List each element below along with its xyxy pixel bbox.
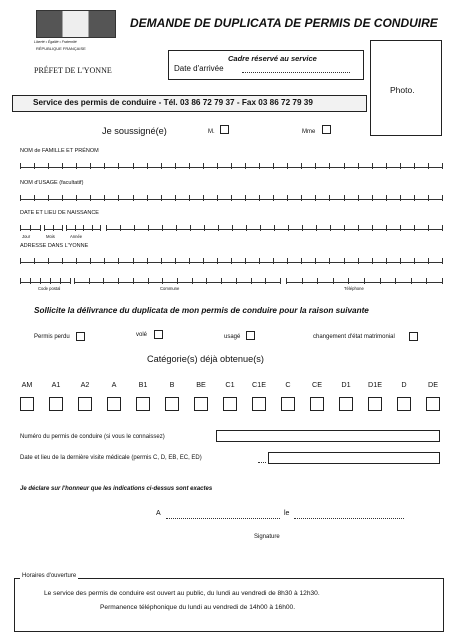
code-postal-field[interactable] — [20, 275, 70, 283]
segment-tick — [147, 195, 148, 201]
segment-tick — [40, 225, 41, 231]
segment-tick — [161, 258, 162, 264]
category-checkbox[interactable] — [194, 397, 208, 411]
segment-tick — [414, 258, 415, 264]
segment-tick — [273, 258, 274, 264]
segment-tick — [192, 278, 193, 284]
segment-tick — [92, 225, 93, 231]
segment-tick — [442, 278, 443, 284]
category-checkbox[interactable] — [136, 397, 150, 411]
segment-tick — [232, 225, 233, 231]
category-label: A1 — [51, 380, 61, 389]
segment-tick — [273, 163, 274, 169]
segment-tick — [274, 225, 275, 231]
segment-tick — [221, 278, 222, 284]
lieu-label: A — [156, 510, 161, 517]
segment-tick — [133, 163, 134, 169]
segment-tick — [287, 258, 288, 264]
segment-tick — [316, 225, 317, 231]
numero-permis-label: Numéro du permis de conduire (si vous le connaissez) — [20, 434, 165, 440]
republic-motto: Liberté • Égalité • Fraternité — [34, 40, 77, 44]
segment-tick — [89, 278, 90, 284]
visite-medicale-label: Date et lieu de la dernière visite médicale (permis C, D, EB, EC, ED) — [20, 455, 202, 461]
date-label: le — [284, 510, 290, 517]
m-checkbox[interactable] — [220, 125, 229, 134]
jour-label: Jour — [22, 234, 31, 239]
segment-tick — [245, 195, 246, 201]
category-label: B1 — [138, 380, 148, 389]
segment-tick — [414, 195, 415, 201]
segment-tick — [372, 258, 373, 264]
segment-tick — [62, 258, 63, 264]
category-checkbox[interactable] — [20, 397, 34, 411]
segment-tick — [344, 195, 345, 201]
segment-tick — [265, 278, 266, 284]
segment-tick — [62, 225, 63, 231]
segment-tick — [161, 195, 162, 201]
nom-prenom-label: NOM de FAMILLE ET PRÉNOM — [20, 148, 99, 154]
segment-tick — [177, 278, 178, 284]
motif-usage-label: usagé — [224, 334, 241, 340]
segment-tick — [288, 225, 289, 231]
segment-tick — [245, 163, 246, 169]
segment-tick — [147, 258, 148, 264]
category-checkbox[interactable] — [310, 397, 324, 411]
segment-tick — [203, 163, 204, 169]
page-title: DEMANDE DE DUPLICATA DE PERMIS DE CONDUIRE — [130, 16, 438, 30]
segment-tick — [90, 258, 91, 264]
segment-tick — [70, 278, 71, 284]
category-checkbox[interactable] — [397, 397, 411, 411]
category-label: D — [401, 380, 407, 389]
segment-tick — [48, 258, 49, 264]
segment-tick — [372, 225, 373, 231]
segment-tick — [30, 278, 31, 284]
segment-tick — [329, 163, 330, 169]
segment-tick — [251, 278, 252, 284]
category-label: C1E — [252, 380, 266, 389]
segment-tick — [104, 258, 105, 264]
segment-tick — [175, 195, 176, 201]
segment-tick — [329, 195, 330, 201]
category-label: AM — [21, 380, 33, 389]
category-checkbox[interactable] — [339, 397, 353, 411]
segment-tick — [287, 195, 288, 201]
segment-tick — [62, 163, 63, 169]
segment-tick — [315, 258, 316, 264]
segment-tick — [411, 278, 412, 284]
segment-tick — [217, 163, 218, 169]
motif-perdu-label: Permis perdu — [34, 334, 70, 340]
segment-tick — [442, 225, 443, 231]
nom-usage-label: NOM d'USAGE (facultatif) — [20, 180, 84, 186]
category-label: D1 — [341, 380, 351, 389]
m-label: M. — [208, 129, 215, 135]
segment-tick — [231, 258, 232, 264]
segment-tick — [442, 258, 443, 264]
code-postal-label: Code postal — [38, 286, 61, 291]
segment-tick — [386, 163, 387, 169]
segment-tick — [358, 258, 359, 264]
segment-tick — [301, 163, 302, 169]
marianne-logo — [36, 10, 116, 38]
horaires-title: Horaires d'ouverture — [22, 573, 77, 579]
visite-medicale-field[interactable] — [268, 452, 440, 464]
segment-tick — [50, 278, 51, 284]
horaires-telephone: Permanence téléphonique du lundi au vendredi de 14h00 à 16h00. — [100, 604, 296, 611]
segment-tick — [133, 278, 134, 284]
mme-label: Mme — [302, 129, 316, 135]
segment-tick — [426, 278, 427, 284]
date-signature-field[interactable] — [294, 518, 404, 519]
segment-tick — [287, 163, 288, 169]
category-label: D1E — [368, 380, 382, 389]
segment-tick — [246, 225, 247, 231]
annee-label: Année — [70, 234, 83, 239]
category-label: B — [169, 380, 175, 389]
segment-tick — [302, 225, 303, 231]
segment-tick — [259, 195, 260, 201]
arrival-date-label: Date d'arrivée — [174, 64, 224, 73]
segment-tick — [245, 258, 246, 264]
segment-tick — [53, 225, 54, 231]
segment-tick — [76, 195, 77, 201]
photo-label: Photo. — [390, 85, 415, 95]
segment-tick — [395, 278, 396, 284]
segment-tick — [315, 163, 316, 169]
horaires-public: Le service des permis de conduire est ouvert au public, du lundi au vendredi de 8h30 à 12h30. — [44, 590, 320, 597]
segment-tick — [344, 225, 345, 231]
segment-tick — [358, 225, 359, 231]
republic-name: RÉPUBLIQUE FRANÇAISE — [36, 46, 86, 51]
segment-tick — [236, 278, 237, 284]
commune-label: Commune — [160, 286, 180, 291]
motif-matrimonial-checkbox[interactable] — [409, 332, 418, 341]
segment-tick — [203, 195, 204, 201]
segment-tick — [400, 258, 401, 264]
segment-tick — [428, 163, 429, 169]
lieu-signature-field[interactable] — [166, 518, 280, 519]
segment-tick — [104, 195, 105, 201]
segment-tick — [190, 225, 191, 231]
segment-tick — [428, 195, 429, 201]
category-checkbox[interactable] — [165, 397, 179, 411]
segment-tick — [83, 225, 84, 231]
segment-tick — [118, 163, 119, 169]
motif-matrimonial-label: changement d'état matrimonial — [313, 334, 395, 340]
category-checkbox[interactable] — [281, 397, 295, 411]
segment-tick — [364, 278, 365, 284]
segment-tick — [148, 278, 149, 284]
segment-tick — [217, 195, 218, 201]
segment-tick — [20, 278, 21, 284]
category-label: C1 — [225, 380, 235, 389]
category-checkbox[interactable] — [107, 397, 121, 411]
segment-tick — [317, 278, 318, 284]
segment-tick — [161, 163, 162, 169]
segment-tick — [286, 278, 287, 284]
segment-tick — [100, 225, 101, 231]
segment-tick — [189, 258, 190, 264]
segment-tick — [204, 225, 205, 231]
segment-tick — [333, 278, 334, 284]
segment-tick — [176, 225, 177, 231]
segment-tick — [273, 195, 274, 201]
segment-tick — [344, 258, 345, 264]
category-label: DE — [428, 380, 438, 389]
segment-tick — [118, 258, 119, 264]
segment-tick — [428, 225, 429, 231]
segment-tick — [400, 195, 401, 201]
signature-label: Signature — [254, 534, 280, 540]
declaration-text: Je déclare sur l'honneur que les indications ci-dessus sont exactes — [20, 486, 213, 492]
segment-tick — [40, 278, 41, 284]
segment-tick — [329, 258, 330, 264]
segment-tick — [66, 225, 67, 231]
segment-tick — [206, 278, 207, 284]
naissance-label: DATE ET LIEU DE NAISSANCE — [20, 210, 99, 216]
category-label: C — [285, 380, 291, 389]
segment-tick — [358, 163, 359, 169]
soussigne-label: Je soussigné(e) — [102, 126, 167, 136]
segment-tick — [189, 195, 190, 201]
prefet-label: PRÉFET DE L'YONNE — [34, 66, 112, 75]
segment-tick — [400, 163, 401, 169]
segment-tick — [442, 163, 443, 169]
category-checkbox[interactable] — [223, 397, 237, 411]
telephone-label: Téléphone — [344, 286, 364, 291]
segment-tick — [103, 278, 104, 284]
segment-tick — [104, 163, 105, 169]
segment-tick — [372, 195, 373, 201]
category-label: A2 — [80, 380, 90, 389]
segment-tick — [259, 258, 260, 264]
segment-tick — [260, 225, 261, 231]
segment-tick — [442, 195, 443, 201]
segment-tick — [147, 163, 148, 169]
segment-tick — [189, 163, 190, 169]
segment-tick — [259, 163, 260, 169]
categories-title: Catégorie(s) déjà obtenue(s) — [147, 354, 264, 364]
segment-tick — [34, 163, 35, 169]
segment-tick — [348, 278, 349, 284]
segment-tick — [20, 225, 21, 231]
category-label: BE — [196, 380, 206, 389]
reserved-box-title: Cadre réservé au service — [228, 54, 317, 63]
segment-tick — [106, 225, 107, 231]
segment-tick — [76, 163, 77, 169]
mois-label: Mois — [46, 234, 55, 239]
segment-tick — [133, 195, 134, 201]
segment-tick — [231, 195, 232, 201]
segment-tick — [414, 163, 415, 169]
arrival-date-field[interactable] — [242, 72, 350, 73]
segment-tick — [386, 258, 387, 264]
segment-tick — [315, 195, 316, 201]
segment-tick — [330, 225, 331, 231]
segment-tick — [20, 195, 21, 201]
segment-tick — [118, 278, 119, 284]
segment-tick — [344, 163, 345, 169]
segment-tick — [48, 195, 49, 201]
segment-tick — [74, 278, 75, 284]
category-checkbox[interactable] — [368, 397, 382, 411]
segment-tick — [301, 195, 302, 201]
segment-tick — [148, 225, 149, 231]
category-label: CE — [312, 380, 322, 389]
category-label: A — [111, 380, 117, 389]
segment-tick — [133, 258, 134, 264]
motif-vole-label: volé — [136, 332, 148, 338]
segment-tick — [76, 258, 77, 264]
segment-tick — [34, 258, 35, 264]
segment-tick — [162, 278, 163, 284]
segment-tick — [203, 258, 204, 264]
segment-tick — [217, 258, 218, 264]
segment-tick — [162, 225, 163, 231]
segment-tick — [175, 258, 176, 264]
segment-tick — [20, 163, 21, 169]
visite-medicale-leader — [258, 462, 266, 463]
segment-tick — [30, 225, 31, 231]
segment-tick — [75, 225, 76, 231]
category-checkbox[interactable] — [78, 397, 92, 411]
segment-tick — [280, 278, 281, 284]
motif-vole-checkbox[interactable] — [154, 330, 163, 339]
motif-usage-checkbox[interactable] — [246, 331, 255, 340]
segment-tick — [118, 195, 119, 201]
segment-tick — [134, 225, 135, 231]
segment-tick — [62, 195, 63, 201]
service-contact: Service des permis de conduire - Tél. 03 86 72 79 37 - Fax 03 86 72 79 39 — [33, 98, 313, 107]
segment-tick — [428, 258, 429, 264]
segment-tick — [414, 225, 415, 231]
segment-tick — [386, 225, 387, 231]
segment-tick — [34, 195, 35, 201]
segment-tick — [302, 278, 303, 284]
request-statement: Sollicite la délivrance du duplicata de mon permis de conduire pour la raison suivante — [34, 306, 369, 315]
category-checkbox[interactable] — [49, 397, 63, 411]
segment-tick — [386, 195, 387, 201]
segment-tick — [90, 163, 91, 169]
segment-tick — [380, 278, 381, 284]
motif-perdu-checkbox[interactable] — [76, 332, 85, 341]
segment-tick — [44, 225, 45, 231]
segment-tick — [120, 225, 121, 231]
segment-tick — [231, 163, 232, 169]
segment-tick — [301, 258, 302, 264]
segment-tick — [48, 163, 49, 169]
segment-tick — [175, 163, 176, 169]
adresse-label: ADRESSE DANS L'YONNE — [20, 243, 89, 249]
mme-checkbox[interactable] — [322, 125, 331, 134]
segment-tick — [400, 225, 401, 231]
segment-tick — [372, 163, 373, 169]
segment-tick — [218, 225, 219, 231]
numero-permis-field[interactable] — [216, 430, 440, 442]
segment-tick — [60, 278, 61, 284]
segment-tick — [358, 195, 359, 201]
segment-tick — [20, 258, 21, 264]
category-checkbox[interactable] — [426, 397, 440, 411]
segment-tick — [90, 195, 91, 201]
category-checkbox[interactable] — [252, 397, 266, 411]
